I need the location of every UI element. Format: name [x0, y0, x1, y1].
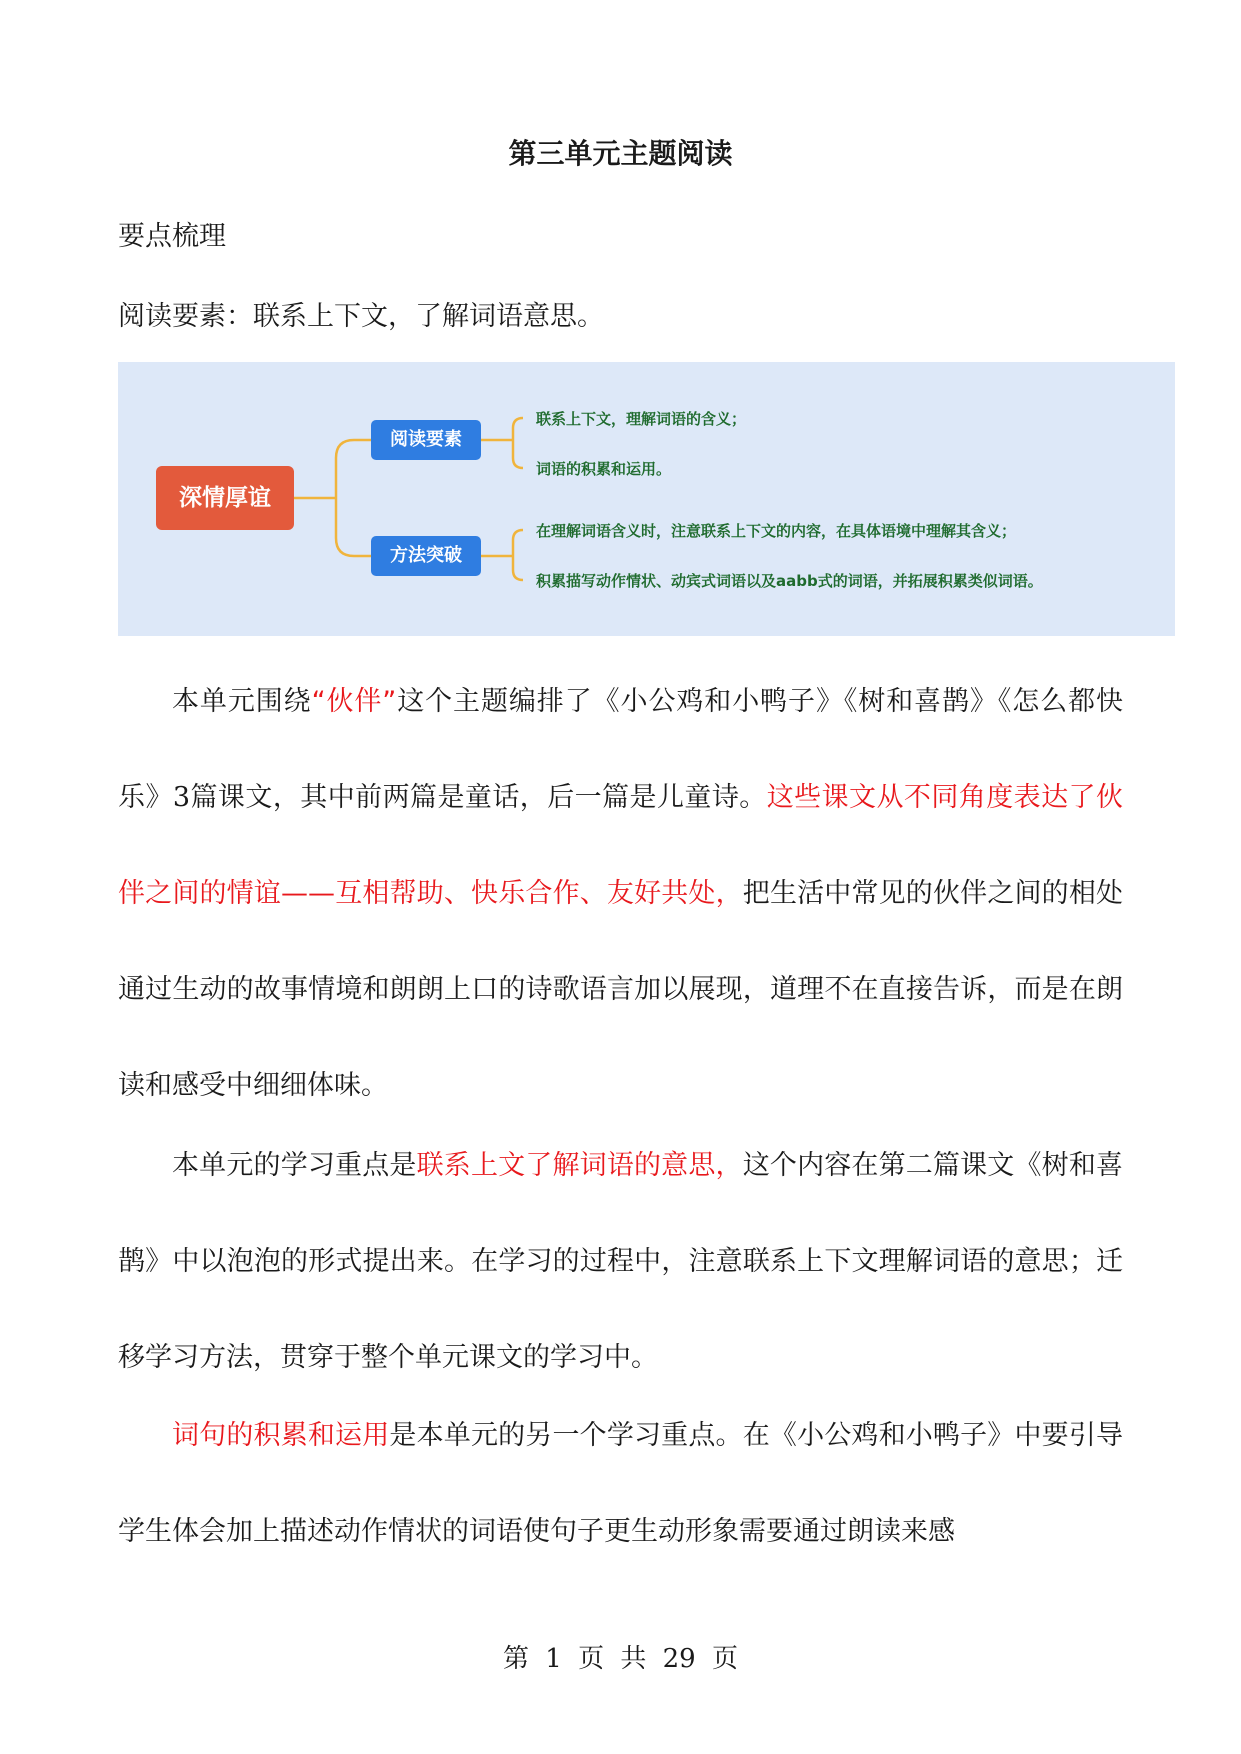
paragraph-text: 把生活中常见的伙伴之间的相处通过生动的故事情境和朗朗上口的诗歌语言加以展现，道理不在直接告诉，而是在朗读和感受中细细体味。 — [118, 878, 1124, 1101]
mindmap-root: 深情厚谊 — [156, 466, 294, 530]
mindmap-leaf: 联系上下文，理解词语的含义； — [536, 410, 747, 428]
mindmap-leaf: 词语的积累和运用。 — [536, 460, 672, 478]
page-title: 第三单元主题阅读 — [508, 137, 733, 170]
branch2-leaf-connector — [513, 530, 523, 580]
mindmap-leaf: 在理解词语含义时，注意联系上下文的内容，在具体语境中理解其含义； — [536, 522, 1017, 540]
reading-element-line: 阅读要素：联系上下文，了解词语意思。 — [118, 301, 604, 332]
highlight-text: 联系上文了解词语的意思， — [416, 1150, 743, 1181]
page-footer: 第 1 页 共 29 页 — [503, 1644, 738, 1674]
highlight-text: 这些课文从不同角度表达了伙伴之间的情谊——互相帮助、快乐合作、友好共处， — [118, 782, 1123, 909]
mindmap-branch-method: 方法突破 — [371, 536, 481, 576]
paragraph-text: 这个内容在第二篇课文《树和喜鹊》中以泡泡的形式提出来。在学习的过程中，注意联系上下文理解词语的意思；迁移学习方法，贯穿于整个单元课文的学习中。 — [118, 1150, 1124, 1373]
highlight-text: “伙伴” — [311, 686, 397, 717]
branch-connector — [336, 440, 371, 556]
paragraph-focus — [118, 1118, 1123, 1406]
branch1-leaf-connector — [513, 418, 523, 468]
highlight-text: 词句的积累和运用 — [172, 1420, 390, 1451]
paragraph-text: 是本单元的另一个学习重点。在《小公鸡和小鸭子》中要引导学生体会加上描述动作情状的词语使句子更生动形象需要通过朗读来感 — [118, 1420, 1124, 1547]
mindmap-leaf: 积累描写动作情状、动宾式词语以及aabb式的词语，并拓展积累类似词语。 — [536, 572, 1043, 590]
paragraph-accumulation — [118, 1388, 1123, 1580]
section-heading: 要点梳理 — [118, 221, 226, 252]
mindmap-branch-reading: 阅读要素 — [371, 420, 481, 460]
paragraph-text: 本单元的学习重点是 — [172, 1150, 417, 1181]
paragraph-text: 本单元围绕 — [172, 686, 312, 717]
mindmap — [118, 362, 1175, 636]
paragraph-intro — [118, 654, 1123, 1134]
paragraph-text: 这个主题编排了《小公鸡和小鸭子》《树和喜鹊》《怎么都快乐》3篇课文，其中前两篇是童话，后一篇是儿童诗。 — [118, 686, 1124, 813]
